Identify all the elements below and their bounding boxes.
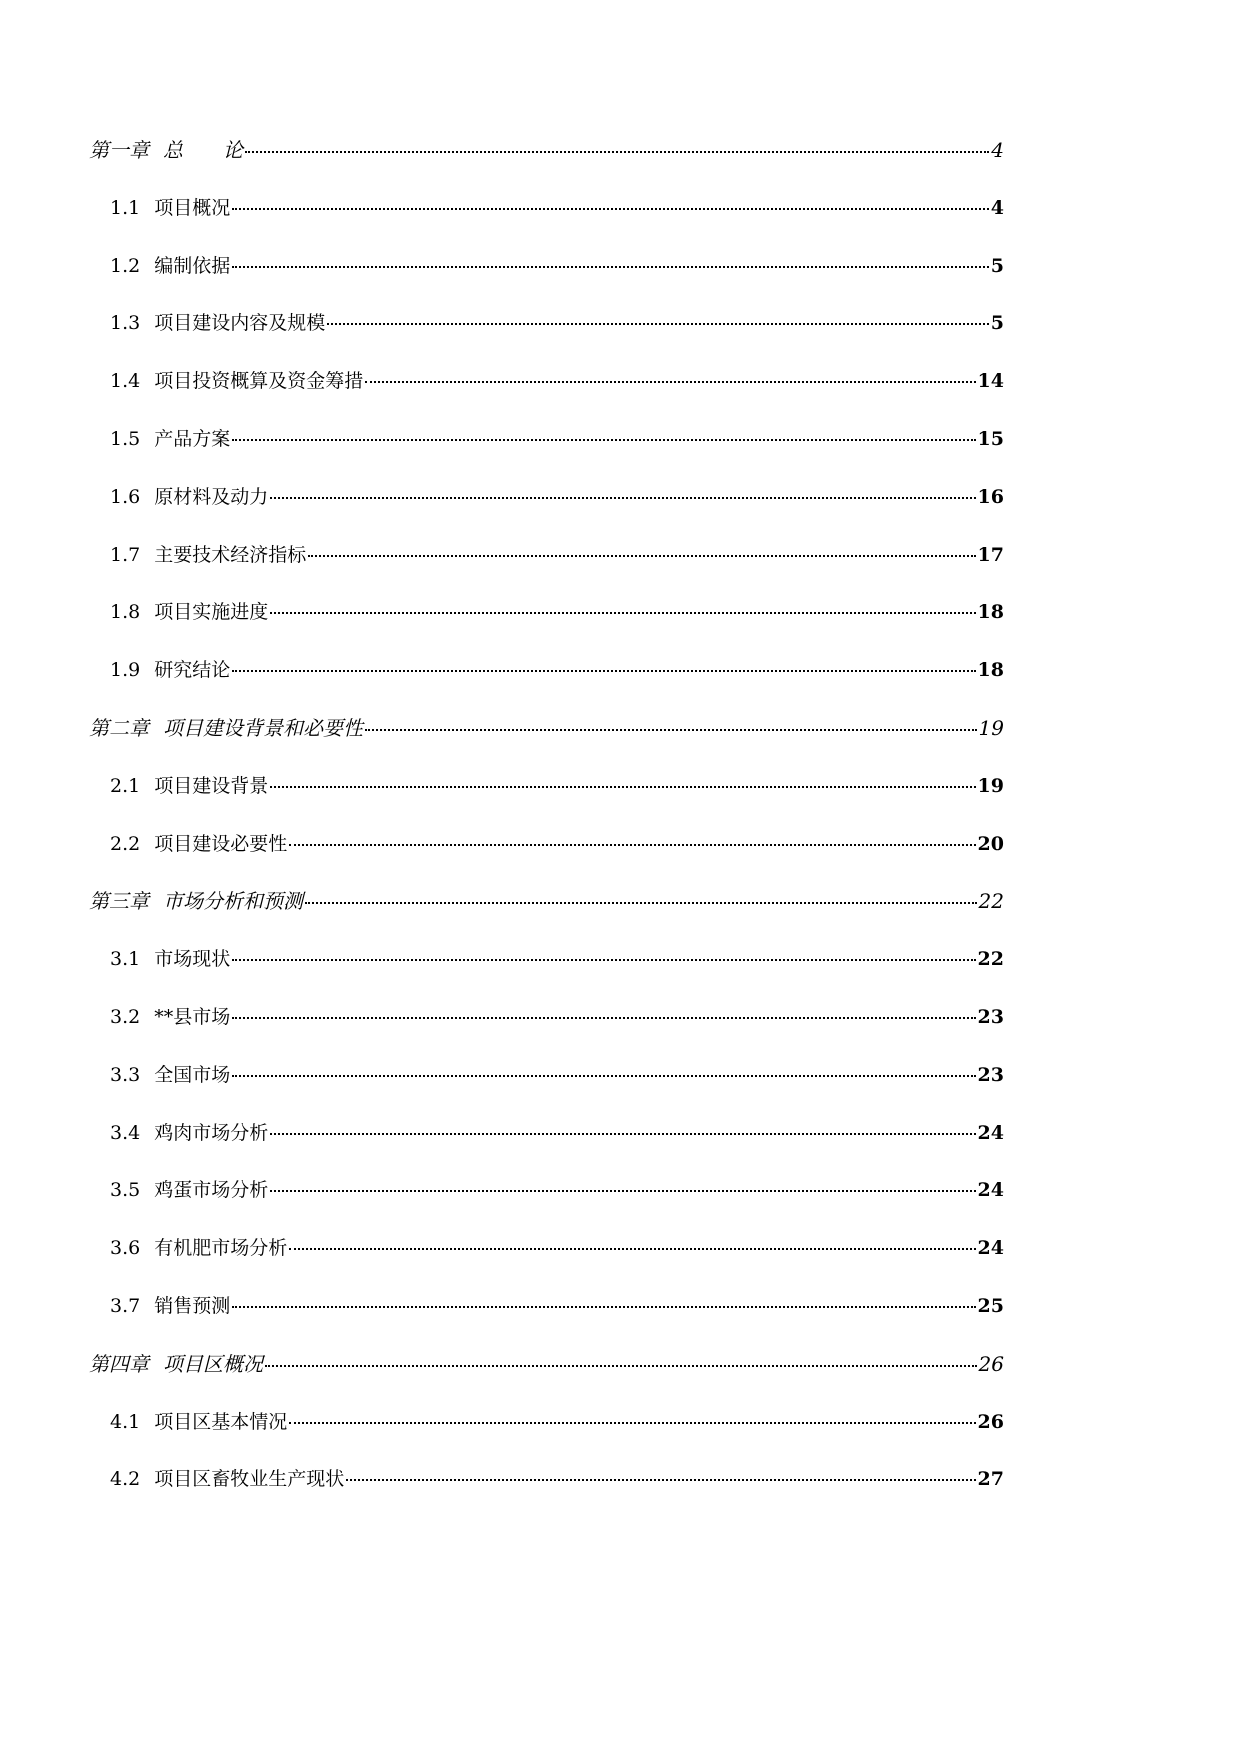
toc-dot-leader xyxy=(365,381,975,383)
toc-page-number: 16 xyxy=(977,485,1004,508)
toc-entry-number: 1.5 xyxy=(110,428,141,450)
toc-section-entry[interactable] xyxy=(110,1002,1004,1032)
toc-section-entry[interactable] xyxy=(110,597,1004,627)
toc-entry-title: 项目投资概算及资金筹措 xyxy=(154,370,364,393)
toc-entry-number: 3.5 xyxy=(110,1179,141,1202)
toc-dot-leader xyxy=(289,1248,975,1250)
toc-dot-leader xyxy=(270,786,975,788)
toc-entry-number: 3.6 xyxy=(110,1237,141,1260)
toc-page-number: 22 xyxy=(978,889,1004,914)
toc-page-number: 24 xyxy=(977,1237,1004,1260)
toc-page-number: 4 xyxy=(990,196,1004,219)
toc-page-number: 23 xyxy=(977,1063,1004,1086)
toc-section-entry[interactable] xyxy=(110,1175,1004,1205)
toc-entry-number: 第二章 xyxy=(89,716,149,740)
toc-page-number: 14 xyxy=(977,370,1004,393)
toc-entry-number: 1.4 xyxy=(110,370,141,393)
toc-page-number: 24 xyxy=(977,1179,1004,1202)
toc-entry-number: 1.1 xyxy=(110,196,141,219)
toc-dot-leader xyxy=(270,1190,975,1192)
toc-dot-leader xyxy=(232,439,975,441)
toc-page-number: 24 xyxy=(977,1121,1004,1144)
toc-entry-title: 有机肥市场分析 xyxy=(154,1237,288,1260)
toc-entry-title: 项目区畜牧业生产现状 xyxy=(154,1468,345,1491)
toc-section-entry[interactable] xyxy=(110,540,1004,570)
toc-entry-title: 项目区概况 xyxy=(163,1351,263,1376)
toc-section-entry[interactable] xyxy=(110,193,1004,223)
toc-entry-number: 2.2 xyxy=(110,832,141,855)
toc-entry-number: 第一章 xyxy=(89,138,149,162)
toc-section-entry[interactable] xyxy=(110,1118,1004,1148)
toc-entry-title: 主要技术经济指标 xyxy=(154,543,307,566)
toc-chapter-entry[interactable] xyxy=(89,1349,1004,1379)
toc-entry-number: 3.1 xyxy=(110,948,141,971)
toc-entry-title: 编制依据 xyxy=(154,254,231,277)
toc-section-entry[interactable] xyxy=(110,829,1004,859)
toc-entry-number: 4.1 xyxy=(110,1410,141,1433)
toc-section-entry[interactable] xyxy=(110,944,1004,974)
toc-page-number: 18 xyxy=(977,659,1004,682)
toc-section-entry[interactable] xyxy=(110,1233,1004,1263)
toc-entry-title: 总 论 xyxy=(163,138,243,162)
toc-entry-title: 产品方案 xyxy=(154,428,231,450)
toc-section-entry[interactable] xyxy=(110,655,1004,685)
toc-page-number: 5 xyxy=(990,312,1004,335)
toc-entry-number: 3.7 xyxy=(110,1295,141,1317)
toc-entry-number: 4.2 xyxy=(110,1468,141,1491)
toc-chapter-entry[interactable] xyxy=(89,713,1004,743)
toc-page-number: 17 xyxy=(977,543,1004,566)
toc-entry-number: 1.3 xyxy=(110,312,141,335)
toc-entry-title: 项目建设背景 xyxy=(154,774,269,797)
toc-entry-title: **县市场 xyxy=(154,1006,231,1028)
toc-entry-number: 1.7 xyxy=(110,543,141,566)
toc-dot-leader xyxy=(232,1306,975,1308)
toc-section-entry[interactable] xyxy=(110,366,1004,396)
toc-entry-title: 项目概况 xyxy=(154,196,231,219)
toc-section-entry[interactable] xyxy=(110,251,1004,281)
toc-entry-title: 销售预测 xyxy=(154,1295,231,1317)
toc-dot-leader xyxy=(289,844,975,846)
toc-section-entry[interactable] xyxy=(110,1407,1004,1437)
toc-dot-leader xyxy=(232,670,975,672)
toc-entry-title: 研究结论 xyxy=(154,659,231,682)
toc-entry-title: 市场分析和预测 xyxy=(163,889,303,914)
toc-page-number: 4 xyxy=(991,138,1004,162)
toc-section-entry[interactable] xyxy=(110,771,1004,801)
toc-entry-title: 鸡肉市场分析 xyxy=(154,1121,269,1144)
toc-section-entry[interactable] xyxy=(110,1291,1004,1321)
toc-dot-leader xyxy=(232,266,989,268)
toc-entry-number: 1.9 xyxy=(110,659,141,682)
toc-page-number: 5 xyxy=(990,254,1004,277)
toc-section-entry[interactable] xyxy=(110,1464,1004,1494)
toc-page-number: 19 xyxy=(977,774,1004,797)
toc-page-number: 22 xyxy=(977,948,1004,971)
toc-page-number: 20 xyxy=(977,832,1004,855)
toc-dot-leader xyxy=(270,497,975,499)
toc-dot-leader xyxy=(232,959,975,961)
toc-entry-title: 项目建设必要性 xyxy=(154,832,288,855)
toc-entry-number: 3.2 xyxy=(110,1006,141,1028)
toc-entry-number: 1.2 xyxy=(110,254,141,277)
toc-entry-title: 项目建设背景和必要性 xyxy=(163,716,363,740)
toc-section-entry[interactable] xyxy=(110,308,1004,338)
toc-page-number: 23 xyxy=(977,1006,1004,1028)
toc-dot-leader xyxy=(365,729,977,731)
toc-dot-leader xyxy=(270,1133,975,1135)
toc-entry-title: 原材料及动力 xyxy=(154,485,269,508)
toc-entry-title: 项目实施进度 xyxy=(154,601,269,624)
toc-section-entry[interactable] xyxy=(110,424,1004,454)
toc-entry-title: 全国市场 xyxy=(154,1063,231,1086)
toc-chapter-entry[interactable] xyxy=(89,135,1004,165)
toc-entry-number: 第三章 xyxy=(89,889,149,914)
toc-dot-leader xyxy=(305,902,977,904)
toc-dot-leader xyxy=(232,1075,975,1077)
toc-entry-number: 第四章 xyxy=(89,1351,149,1376)
toc-section-entry[interactable] xyxy=(110,482,1004,512)
toc-section-entry[interactable] xyxy=(110,1060,1004,1090)
toc-entry-number: 3.3 xyxy=(110,1063,141,1086)
toc-dot-leader xyxy=(232,208,989,210)
toc-chapter-entry[interactable] xyxy=(89,886,1004,916)
toc-dot-leader xyxy=(245,151,989,153)
toc-entry-number: 3.4 xyxy=(110,1121,141,1144)
toc-entry-number: 2.1 xyxy=(110,774,141,797)
toc-entry-title: 市场现状 xyxy=(154,948,231,971)
toc-entry-number: 1.6 xyxy=(110,485,141,508)
toc-page-number: 19 xyxy=(978,716,1004,740)
toc-dot-leader xyxy=(289,1422,975,1424)
toc-dot-leader xyxy=(270,612,975,614)
toc-entry-title: 项目区基本情况 xyxy=(154,1410,288,1433)
toc-dot-leader xyxy=(265,1365,977,1367)
toc-dot-leader xyxy=(308,555,975,557)
toc-dot-leader xyxy=(232,1017,975,1019)
toc-page-number: 25 xyxy=(977,1295,1004,1317)
toc-page-number: 27 xyxy=(977,1468,1004,1491)
toc-page-number: 15 xyxy=(977,428,1004,450)
toc-page-number: 18 xyxy=(977,601,1004,624)
toc-entry-number: 1.8 xyxy=(110,601,141,624)
toc-dot-leader xyxy=(327,323,989,325)
toc-entry-title: 项目建设内容及规模 xyxy=(154,312,326,335)
toc-page-number: 26 xyxy=(977,1410,1004,1433)
toc-page-number: 26 xyxy=(978,1351,1004,1376)
toc-entry-title: 鸡蛋市场分析 xyxy=(154,1179,269,1202)
toc-dot-leader xyxy=(346,1479,975,1481)
